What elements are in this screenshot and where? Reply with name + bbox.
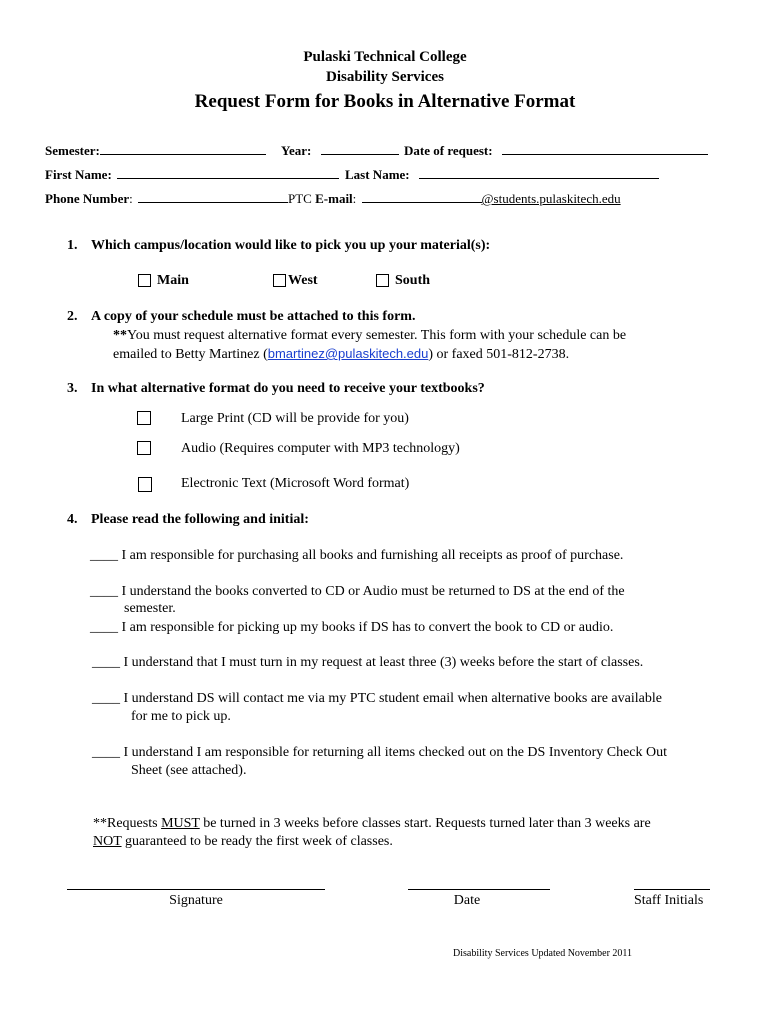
initial-item-continued: Sheet (see attached).: [131, 763, 247, 778]
notice-post: be turned in 3 weeks before classes start. Requests turned later than 3 weeks are: [199, 816, 651, 831]
email-field[interactable]: [362, 189, 482, 203]
staff-initials-line[interactable]: [634, 889, 710, 890]
checkbox-south[interactable]: [376, 274, 389, 287]
initial-blank[interactable]: ____: [92, 655, 120, 670]
initial-item-text: I understand I am responsible for returning all items checked out on the DS Inventory Check Out: [123, 745, 668, 760]
q4-number: 4.: [67, 512, 78, 527]
q1-text: Which campus/location would like to pick you up your material(s):: [91, 238, 491, 253]
semester-row: [45, 141, 266, 159]
q2-number: 2.: [67, 309, 78, 324]
initial-item: [92, 655, 643, 671]
signature-label: Signature: [169, 893, 223, 908]
department-name: Disability Services: [326, 69, 444, 85]
initial-item: [92, 745, 667, 761]
notice-line2-text: guaranteed to be ready the first week of classes.: [121, 834, 393, 849]
email-domain: @students.pulaskitech.edu: [481, 191, 621, 206]
option-south: South: [395, 273, 431, 288]
year-row: [281, 141, 399, 159]
email-colon: :: [352, 191, 357, 206]
checkbox-west[interactable]: [273, 274, 286, 287]
q2-note-post: ) or faxed 501-812-2738.: [428, 347, 570, 362]
initial-item-text: I understand DS will contact me via my PTC student email when alternative books are available: [123, 691, 662, 706]
checkbox-large-print[interactable]: [137, 411, 151, 425]
q1-number: 1.: [67, 238, 78, 253]
date-row: [404, 141, 708, 159]
q3-number: 3.: [67, 381, 78, 396]
footer-note: Disability Services Updated November 2011: [453, 948, 633, 959]
date-line[interactable]: [408, 889, 550, 890]
initial-item-text: I am responsible for picking up my books if DS has to convert the book to CD or audio.: [121, 620, 614, 635]
signature-line[interactable]: [67, 889, 325, 890]
initial-item: [90, 548, 623, 564]
q2-note-text: You must request alternative format every semester. This form with your schedule can be: [127, 328, 627, 343]
checkbox-main[interactable]: [138, 274, 151, 287]
initial-blank[interactable]: ____: [90, 620, 118, 635]
option-west: West: [288, 273, 318, 288]
option-audio: Audio (Requires computer with MP3 technology): [181, 441, 460, 456]
q2-text: A copy of your schedule must be attached to this form.: [91, 309, 416, 324]
first-name-label: First Name:: [45, 167, 112, 182]
q3-text: In what alternative format do you need to receive your textbooks?: [91, 381, 485, 396]
email-label: E-mail: [315, 191, 353, 206]
q2-note-line2: [113, 346, 569, 363]
option-electronic-text: Electronic Text (Microsoft Word format): [181, 476, 410, 491]
last-name-label: Last Name:: [345, 167, 410, 182]
first-name-row: [45, 165, 339, 183]
first-name-field[interactable]: [117, 165, 339, 179]
notice-line1: [93, 816, 651, 832]
ptc-label: PTC: [288, 191, 312, 206]
notice-not: NOT: [93, 834, 122, 849]
q2-note-line1: [113, 328, 626, 344]
initial-item-text: I understand that I must turn in my request at least three (3) weeks before the start of classes.: [123, 655, 644, 670]
q2-note-stars: **: [113, 328, 127, 343]
phone-label: Phone Number: [45, 191, 130, 206]
option-large-print: Large Print (CD will be provide for you): [181, 411, 409, 426]
initial-blank[interactable]: ____: [90, 584, 118, 599]
form-title: Request Form for Books in Alternative Format: [194, 91, 576, 112]
email-link[interactable]: bmartinez@pulaskitech.edu: [267, 346, 429, 361]
year-field[interactable]: [321, 141, 399, 155]
notice-line2: [93, 834, 393, 850]
year-label: Year:: [281, 143, 312, 158]
staff-initials-label: Staff Initials: [634, 893, 704, 908]
initial-item-text: I am responsible for purchasing all books and furnishing all receipts as proof of purchase.: [121, 548, 624, 563]
notice-must: MUST: [161, 816, 200, 831]
initial-blank[interactable]: ____: [90, 548, 118, 563]
initial-item-continued: semester.: [124, 601, 176, 616]
initial-item-continued: for me to pick up.: [131, 709, 231, 724]
notice-pre: **Requests: [93, 816, 162, 831]
q4-text: Please read the following and initial:: [91, 512, 309, 527]
initial-item: [90, 620, 613, 636]
date-label: Date of request:: [404, 143, 493, 158]
checkbox-audio[interactable]: [137, 441, 151, 455]
last-name-field[interactable]: [419, 165, 659, 179]
initial-item-text: I understand the books converted to CD or Audio must be returned to DS at the end of the: [121, 584, 625, 599]
date-sign-label: Date: [453, 893, 481, 908]
semester-field[interactable]: [100, 141, 266, 155]
q2-note-pre: emailed to Betty Martinez (: [113, 347, 268, 362]
college-name: Pulaski Technical College: [303, 49, 467, 65]
semester-label: Semester:: [45, 143, 100, 158]
date-field[interactable]: [502, 141, 708, 155]
phone-field[interactable]: [138, 189, 288, 203]
initial-blank[interactable]: ____: [92, 691, 120, 706]
initial-item: [92, 691, 662, 707]
phone-row: [45, 189, 621, 207]
initial-item: [90, 584, 625, 600]
initial-blank[interactable]: ____: [92, 745, 120, 760]
checkbox-electronic-text[interactable]: [138, 477, 152, 492]
option-main: Main: [157, 273, 189, 288]
phone-colon: :: [129, 191, 133, 206]
last-name-row: [345, 165, 659, 183]
